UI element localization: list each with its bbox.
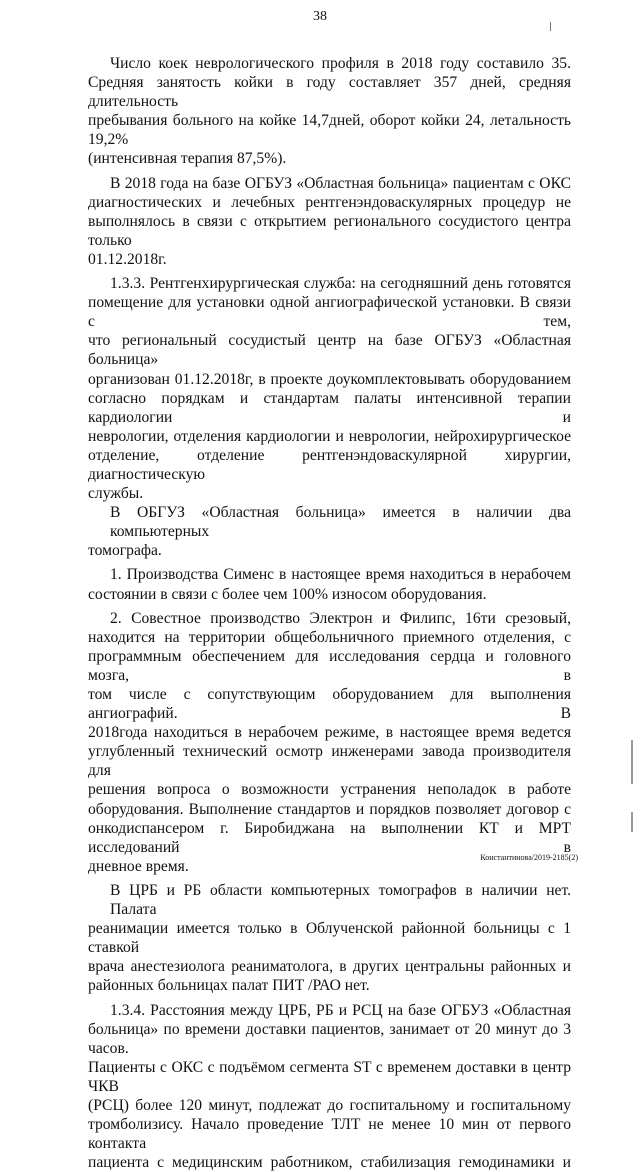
scan-mark: [550, 22, 551, 31]
text-line: 01.12.2018г.: [88, 250, 571, 269]
paragraph-neuro-beds: [88, 54, 571, 169]
text-line: дневное время.: [88, 857, 571, 876]
text-line: томографа.: [88, 541, 571, 560]
paragraph-1-3-3: [88, 274, 571, 503]
text-line: находится на территории общебольничного приемного отделения, с: [88, 628, 571, 647]
paragraph-oks-2018: [88, 174, 571, 269]
text-line: выполнялось в связи с открытием регионального сосудистого центра только: [88, 212, 571, 250]
text-line: оборудования. Выполнение стандартов и порядков позволяет договор с: [88, 800, 571, 819]
text-line: состоянии в связи с более чем 100% износом оборудования.: [88, 585, 571, 604]
text-line: отделение, отделение рентгенэндоваскулярной хирургии, диагностическую: [88, 446, 571, 484]
text-line: В ЦРБ и РБ области компьютерных томографов в наличии нет. Палата: [88, 881, 571, 919]
text-line: что региональный сосудистый центр на базе ОГБУЗ «Областная больница»: [88, 331, 571, 369]
paragraph-ct-1: [88, 565, 571, 603]
text-line: организован 01.12.2018г, в проекте доукомплектовывать оборудованием: [88, 370, 571, 389]
paragraph-ct-2: [88, 609, 571, 876]
text-line: 2. Совестное производство Электрон и Филипс, 16ти срезовый,: [88, 609, 571, 628]
text-line: том числе с сопутствующим оборудованием для выполнения ангиографий. В: [88, 685, 571, 723]
paragraph-1-3-4: [88, 1001, 571, 1172]
text-line: реанимации имеется только в Облученской районной больницы с 1 ставкой: [88, 919, 571, 957]
paragraph-crb: [88, 881, 571, 996]
text-line: 1.3.4. Расстояния между ЦРБ, РБ и РСЦ на базе ОГБУЗ «Областная: [88, 1001, 571, 1020]
text-line: Число коек неврологического профиля в 2018 году составило 35.: [88, 54, 571, 73]
text-line: 2018года находиться в нерабочем режиме, в настоящее время ведется: [88, 723, 571, 742]
text-line: пребывания больного на койке 14,7дней, оборот койки 24, летальность 19,2%: [88, 111, 571, 149]
text-line: программным обеспечением для исследования сердца и головного мозга, в: [88, 647, 571, 685]
text-line: (интенсивная терапия 87,5%).: [88, 149, 571, 168]
text-line: Средняя занятость койки в году составляет 357 дней, средняя длительность: [88, 73, 571, 111]
text-line: (РСЦ) более 120 минут, подлежат до госпитальному и госпитальному: [88, 1096, 571, 1115]
text-line: согласно порядкам и стандартам палаты интенсивной терапии кардиологии и: [88, 389, 571, 427]
paragraph-ct-intro: [88, 503, 571, 560]
page-number: 38: [0, 9, 640, 25]
text-line: помещение для установки одной ангиографической установки. В связи с тем,: [88, 293, 571, 331]
text-line: районных больницах палат ПИТ /РАО нет.: [88, 976, 571, 995]
text-line: 1. Производства Сименс в настоящее время находиться в нерабочем: [88, 565, 571, 584]
text-line: Пациенты с ОКС с подъёмом сегмента ST с временем доставки в центр ЧКВ: [88, 1058, 571, 1096]
text-line: тромболизису. Начало проведение ТЛТ не менее 10 мин от первого контакта: [88, 1115, 571, 1153]
text-line: В ОБГУЗ «Областная больница» имеется в наличии два компьютерных: [88, 503, 571, 541]
footer-code: Константинова/2019-2185(2): [480, 853, 578, 862]
text-line: неврологии, отделения кардиологии и неврологии, нейрохирургическое: [88, 427, 571, 446]
text-line: решения вопроса о возможности устранения неполадок в работе: [88, 780, 571, 799]
text-line: врача анестезиолога реаниматолога, в других центральны районных и: [88, 957, 571, 976]
body-text: [88, 54, 571, 1172]
text-line: службы.: [88, 484, 571, 503]
text-line: больница» по времени доставки пациентов, занимает от 20 минут до 3 часов.: [88, 1020, 571, 1058]
scan-mark: [631, 812, 633, 832]
text-line: 1.3.3. Рентгенхирургическая служба: на сегодняшний день готовятся: [88, 274, 571, 293]
text-line: диагностических и лечебных рентгенэндоваскулярных процедур не: [88, 193, 571, 212]
text-line: онкодиспансером г. Биробиджана на выполнении КТ и МРТ исследований в: [88, 819, 571, 857]
scan-mark: [631, 740, 633, 784]
text-line: углубленный технический осмотр инженерами завода производителя для: [88, 742, 571, 780]
text-line: В 2018 года на базе ОГБУЗ «Областная больница» пациентам с ОКС: [88, 174, 571, 193]
text-line: пациента с медицинским работником, стабилизация гемодинамики и: [88, 1153, 571, 1172]
